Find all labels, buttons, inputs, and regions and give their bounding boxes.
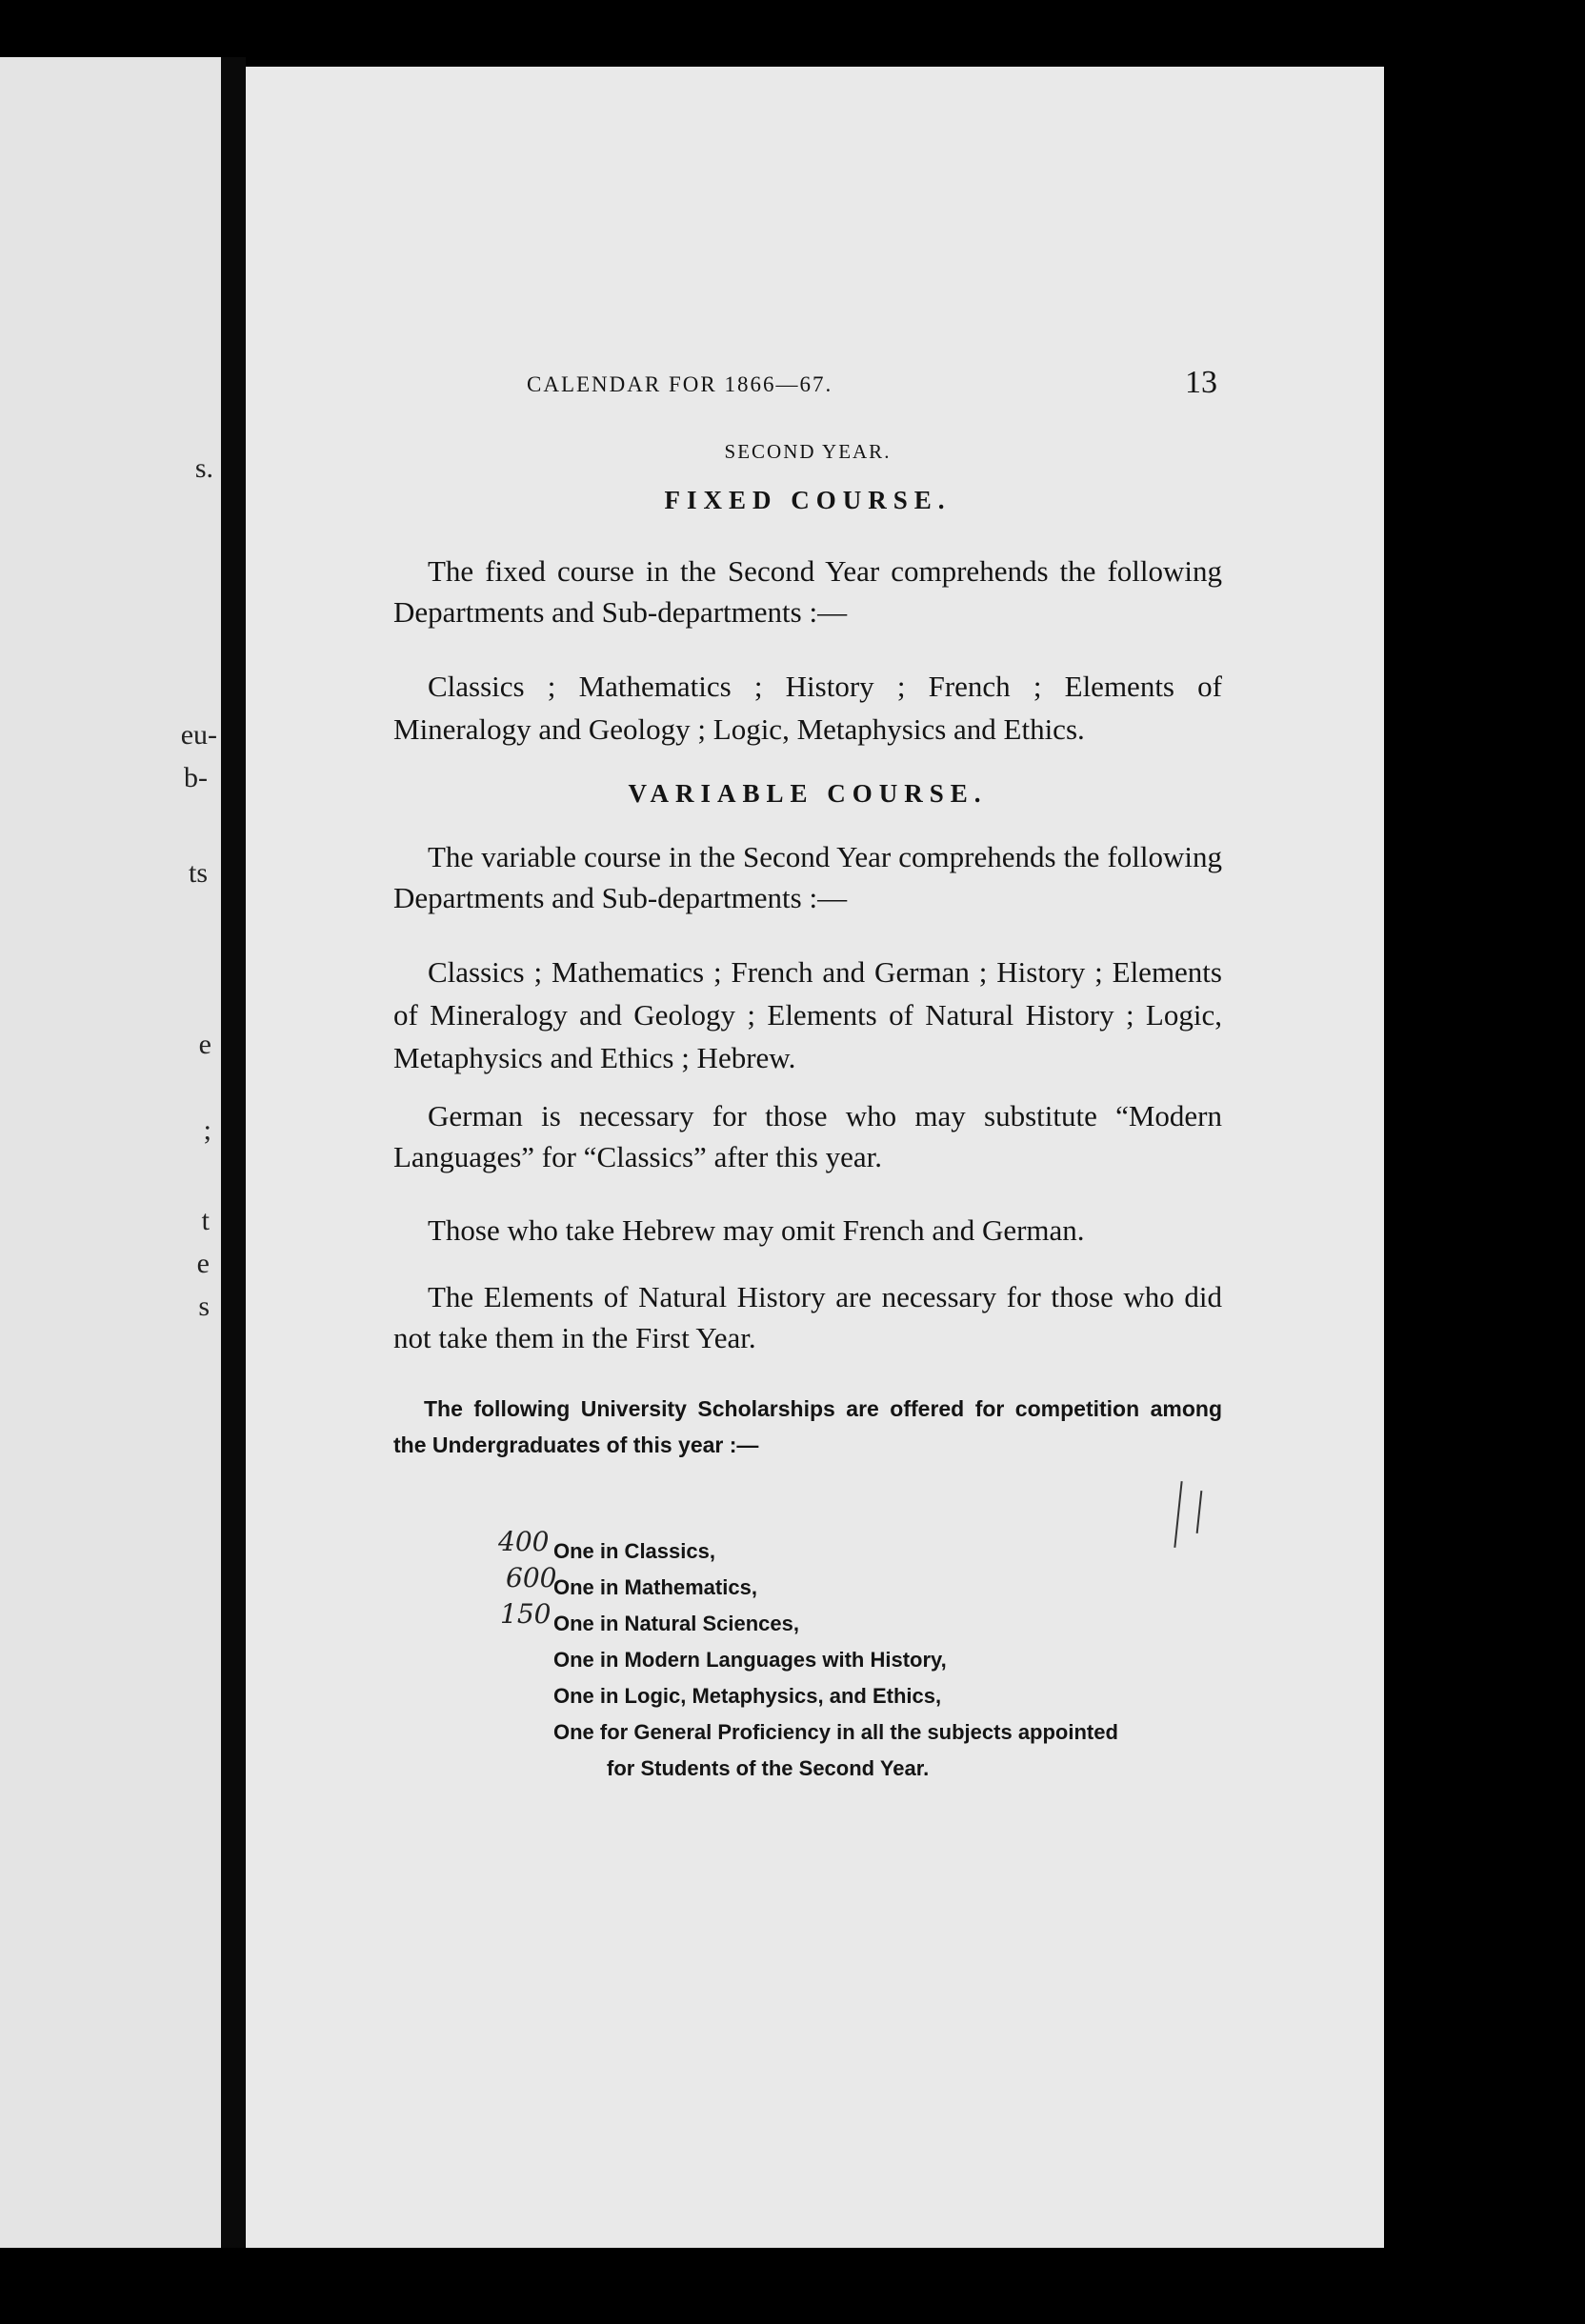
pencil-mark xyxy=(1196,1491,1203,1533)
variable-course-intro: The variable course in the Second Year comprehends the following Departments and Sub-departments :— xyxy=(393,840,1222,914)
section-heading: SECOND YEAR. xyxy=(724,440,892,463)
facing-page-char: eu- xyxy=(180,719,217,751)
book-gutter xyxy=(221,57,246,2248)
facing-page-char: t xyxy=(201,1205,210,1236)
scholarship-item-continuation: for Students of the Second Year. xyxy=(607,1756,930,1780)
facing-page-char: e xyxy=(198,1029,211,1060)
german-note: German is necessary for those who may substitute “Modern Languages” for “Classics” after this year. xyxy=(393,1099,1222,1173)
facing-page-char: b- xyxy=(184,762,208,793)
facing-page-char: ts xyxy=(188,857,208,889)
natural-history-note: The Elements of Natural History are necessary for those who did not take them in the First Year. xyxy=(393,1280,1222,1354)
page-number: 13 xyxy=(1185,365,1217,400)
facing-page-char: s xyxy=(198,1291,210,1322)
scholarship-item: One in Mathematics, xyxy=(553,1575,757,1599)
scholarships-list xyxy=(553,1533,1220,1787)
facing-page-char: s. xyxy=(194,452,213,484)
handwritten-amount: 150 xyxy=(500,1598,552,1630)
scholarship-item: One in Modern Languages with History, xyxy=(553,1648,947,1672)
scholarship-item: One for General Proficiency in all the subjects appointed xyxy=(553,1720,1118,1744)
fixed-course-subjects: Classics ; Mathematics ; History ; French ; Elements of Mineralogy and Geology ; Logic, Metaphysics and Ethics. xyxy=(393,670,1222,746)
fixed-course-title: FIXED COURSE. xyxy=(664,486,952,514)
facing-page-char: ; xyxy=(203,1114,211,1146)
handwritten-amount: 600 xyxy=(506,1562,557,1593)
variable-course-title: VARIABLE COURSE. xyxy=(628,779,988,808)
scholarship-item: One in Classics, xyxy=(553,1539,715,1563)
scholarship-item: One in Natural Sciences, xyxy=(553,1612,799,1635)
book-page xyxy=(246,67,1384,2248)
handwritten-amount: 400 xyxy=(498,1526,550,1557)
fixed-course-intro: The fixed course in the Second Year comprehends the following Departments and Sub-departments :— xyxy=(393,554,1222,629)
scholarships-intro: The following University Scholarships are offered for competition among the Undergraduates of this year :— xyxy=(393,1396,1222,1457)
hebrew-note: Those who take Hebrew may omit French and German. xyxy=(428,1213,1085,1247)
facing-page-char: e xyxy=(196,1248,210,1279)
running-head-title: CALENDAR FOR 1866—67. xyxy=(527,372,833,396)
scholarship-item: One in Logic, Metaphysics, and Ethics, xyxy=(553,1684,942,1708)
variable-course-subjects: Classics ; Mathematics ; French and German ; History ; Elements of Mineralogy and Geology ; Elements of Natural History ; Logic, Metaphysics and Ethics ; Hebrew. xyxy=(393,955,1222,1074)
facing-page-fragment xyxy=(0,57,221,2248)
running-head xyxy=(393,365,1222,403)
